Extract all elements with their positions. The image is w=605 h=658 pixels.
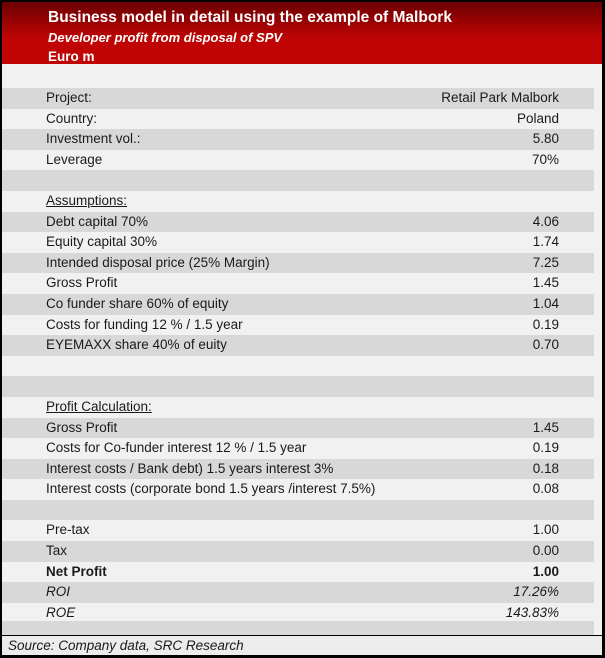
row-label: Project: xyxy=(46,90,92,105)
table-row xyxy=(2,150,594,171)
table-row xyxy=(2,479,594,500)
table-row xyxy=(2,376,594,397)
table-row xyxy=(2,109,594,130)
row-value: 143.83% xyxy=(505,604,559,620)
row-value: 1.00 xyxy=(532,563,559,579)
row-value: 0.19 xyxy=(532,316,559,332)
table-row xyxy=(2,500,594,521)
row-label: EYEMAXX share 40% of euity xyxy=(46,337,227,353)
table-row xyxy=(2,232,594,253)
row-value: 4.06 xyxy=(532,213,559,229)
report-header xyxy=(2,2,602,64)
table-row xyxy=(2,438,594,459)
table-row xyxy=(2,273,594,294)
row-value: 70% xyxy=(531,151,559,167)
table-row xyxy=(2,294,594,315)
row-value: 1.45 xyxy=(532,275,559,291)
row-value: 0.08 xyxy=(532,481,559,497)
row-label: Costs for Co-funder interest 12 % / 1.5 year xyxy=(46,440,307,456)
report-footer xyxy=(2,621,602,655)
table-row xyxy=(2,170,594,191)
row-label: Interest costs / Bank debt) 1.5 years interest 3% xyxy=(46,460,334,476)
row-value: Poland xyxy=(516,110,559,126)
table-row xyxy=(2,562,594,583)
table-row xyxy=(2,191,594,212)
row-value: 0.70 xyxy=(532,337,559,353)
row-label: Costs for funding 12 % / 1.5 year xyxy=(46,316,243,332)
row-label: Profit Calculation: xyxy=(46,398,152,414)
row-value: 1.45 xyxy=(532,419,559,435)
table-row xyxy=(2,88,594,109)
page-subtitle: Developer profit from disposal of SPV xyxy=(48,30,283,45)
row-value: 1.04 xyxy=(532,295,559,311)
row-label: Gross Profit xyxy=(46,419,118,435)
row-label: Intended disposal price (25% Margin) xyxy=(46,254,270,270)
table-row xyxy=(2,335,594,356)
row-label: Net Profit xyxy=(46,563,107,579)
row-value: 17.26% xyxy=(513,584,559,600)
table-row xyxy=(2,541,594,562)
table-row xyxy=(2,212,594,233)
source-note: Source: Company data, SRC Research xyxy=(2,635,602,655)
table-row xyxy=(2,520,594,541)
row-label: Investment vol.: xyxy=(46,131,141,147)
row-label: Gross Profit xyxy=(46,275,118,291)
row-value: Retail Park Malbork xyxy=(441,90,559,105)
page-title: Business model in detail using the example of Malbork xyxy=(48,9,452,26)
table-row xyxy=(2,129,594,150)
unit-label: Euro m xyxy=(48,49,95,64)
table-row xyxy=(2,356,594,377)
table-row xyxy=(2,397,594,418)
header-gap xyxy=(2,64,602,88)
row-value: 1.00 xyxy=(532,522,559,538)
row-value: 0.19 xyxy=(532,440,559,456)
row-value: 1.74 xyxy=(532,234,559,250)
table-body xyxy=(2,88,602,623)
row-label: Co funder share 60% of equity xyxy=(46,295,229,311)
row-value: 7.25 xyxy=(532,254,559,270)
row-label: Tax xyxy=(46,543,68,559)
row-label: Equity capital 30% xyxy=(46,234,158,250)
row-label: Interest costs (corporate bond 1.5 years /interest 7.5%) xyxy=(46,481,376,497)
table-row xyxy=(2,582,594,603)
row-label: Assumptions: xyxy=(46,192,128,208)
table-row xyxy=(2,315,594,336)
row-label: ROE xyxy=(46,604,76,620)
row-value: 5.80 xyxy=(532,131,559,147)
row-label: Pre-tax xyxy=(46,522,90,538)
table-row xyxy=(2,253,594,274)
row-value: 0.00 xyxy=(532,543,559,559)
row-value: 0.18 xyxy=(532,460,559,476)
row-label: ROI xyxy=(46,584,71,600)
table-row xyxy=(2,418,594,439)
row-label: Leverage xyxy=(46,151,103,167)
footer-spacer xyxy=(2,621,594,635)
table-row xyxy=(2,459,594,480)
row-label: Country: xyxy=(46,110,98,126)
row-label: Debt capital 70% xyxy=(46,213,149,229)
